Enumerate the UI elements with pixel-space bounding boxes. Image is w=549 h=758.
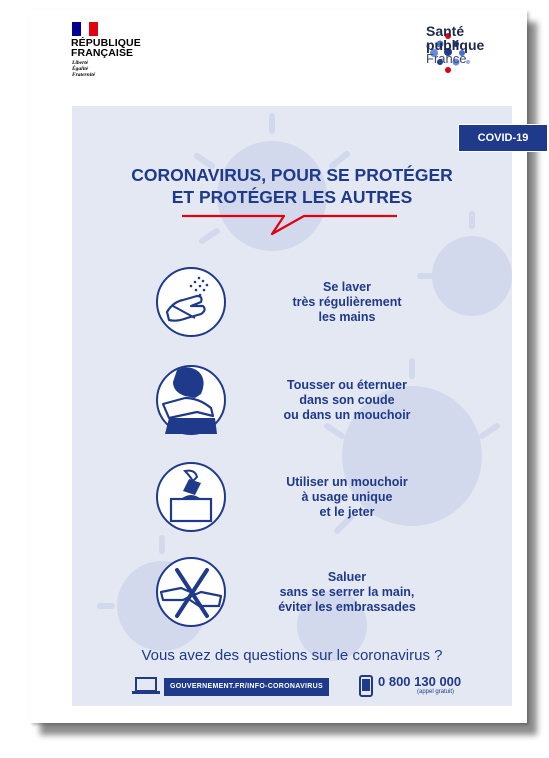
- info-url-link[interactable]: GOUVERNEMENT.FR/INFO-CORONAVIRUS: [164, 678, 329, 696]
- action-line: sans se serrer la main,: [279, 585, 415, 599]
- republique-francaise-label: [71, 38, 141, 58]
- no-handshake-icon: [155, 556, 227, 628]
- action-line: dans son coude: [299, 393, 395, 407]
- title-line1: CORONAVIRUS, POUR SE PROTÉGER: [131, 165, 453, 185]
- spf-line2: publique: [426, 37, 485, 53]
- action-line: Tousser ou éternuer: [287, 378, 407, 392]
- action-text-no-handshake: [247, 570, 447, 615]
- french-flag-icon: [72, 22, 98, 36]
- republic-line1: RÉPUBLIQUE: [71, 37, 141, 49]
- handwash-icon: [155, 266, 227, 338]
- spf-line3: France: [426, 51, 467, 66]
- action-line: ou dans un mouchoir: [283, 408, 411, 422]
- poster-sheet: [30, 10, 527, 723]
- contact-bar: [72, 674, 512, 702]
- action-line: très régulièrement: [292, 295, 402, 309]
- action-text-tissue: [247, 475, 447, 520]
- covid-19-badge: COVID-19: [458, 124, 548, 152]
- republic-motto: [72, 60, 95, 78]
- poster-panel: [72, 106, 529, 706]
- questions-line: Vous avez des questions sur le coronavirus ?: [141, 647, 443, 664]
- action-line: les mains: [318, 310, 376, 324]
- action-line: Se laver: [323, 280, 371, 294]
- laptop-icon: [132, 676, 160, 696]
- cough-elbow-icon: [155, 364, 227, 436]
- motto-egalite: Égalité: [72, 66, 89, 72]
- title-line2: ET PROTÉGER LES AUTRES: [171, 187, 413, 207]
- header: [30, 10, 527, 98]
- action-text-handwash: [247, 280, 447, 325]
- tissue-box-icon: [155, 461, 227, 533]
- spf-line1: Santé: [426, 23, 465, 39]
- action-line: éviter les embrassades: [278, 600, 416, 614]
- red-speech-underline-icon: [72, 106, 512, 266]
- action-line: Utiliser un mouchoir: [286, 475, 408, 489]
- motto-liberte: Liberté: [72, 60, 89, 66]
- action-row-tissue: [72, 461, 512, 545]
- phone-icon: [359, 675, 373, 697]
- spf-wordmark: [426, 24, 484, 66]
- motto-fraternite: Fraternité: [72, 72, 96, 78]
- action-line: et le jeter: [319, 505, 375, 519]
- action-text-cough: [247, 378, 447, 423]
- action-line: à usage unique: [301, 490, 393, 504]
- action-row-handwash: [72, 266, 512, 350]
- action-line: Saluer: [327, 570, 367, 584]
- republic-line2: FRANÇAISE: [71, 47, 134, 59]
- free-call-note: (appel gratuit): [417, 689, 455, 695]
- action-row-no-handshake: [72, 556, 512, 640]
- action-row-cough: [72, 364, 512, 448]
- phone-number[interactable]: 0 800 130 000: [378, 674, 462, 689]
